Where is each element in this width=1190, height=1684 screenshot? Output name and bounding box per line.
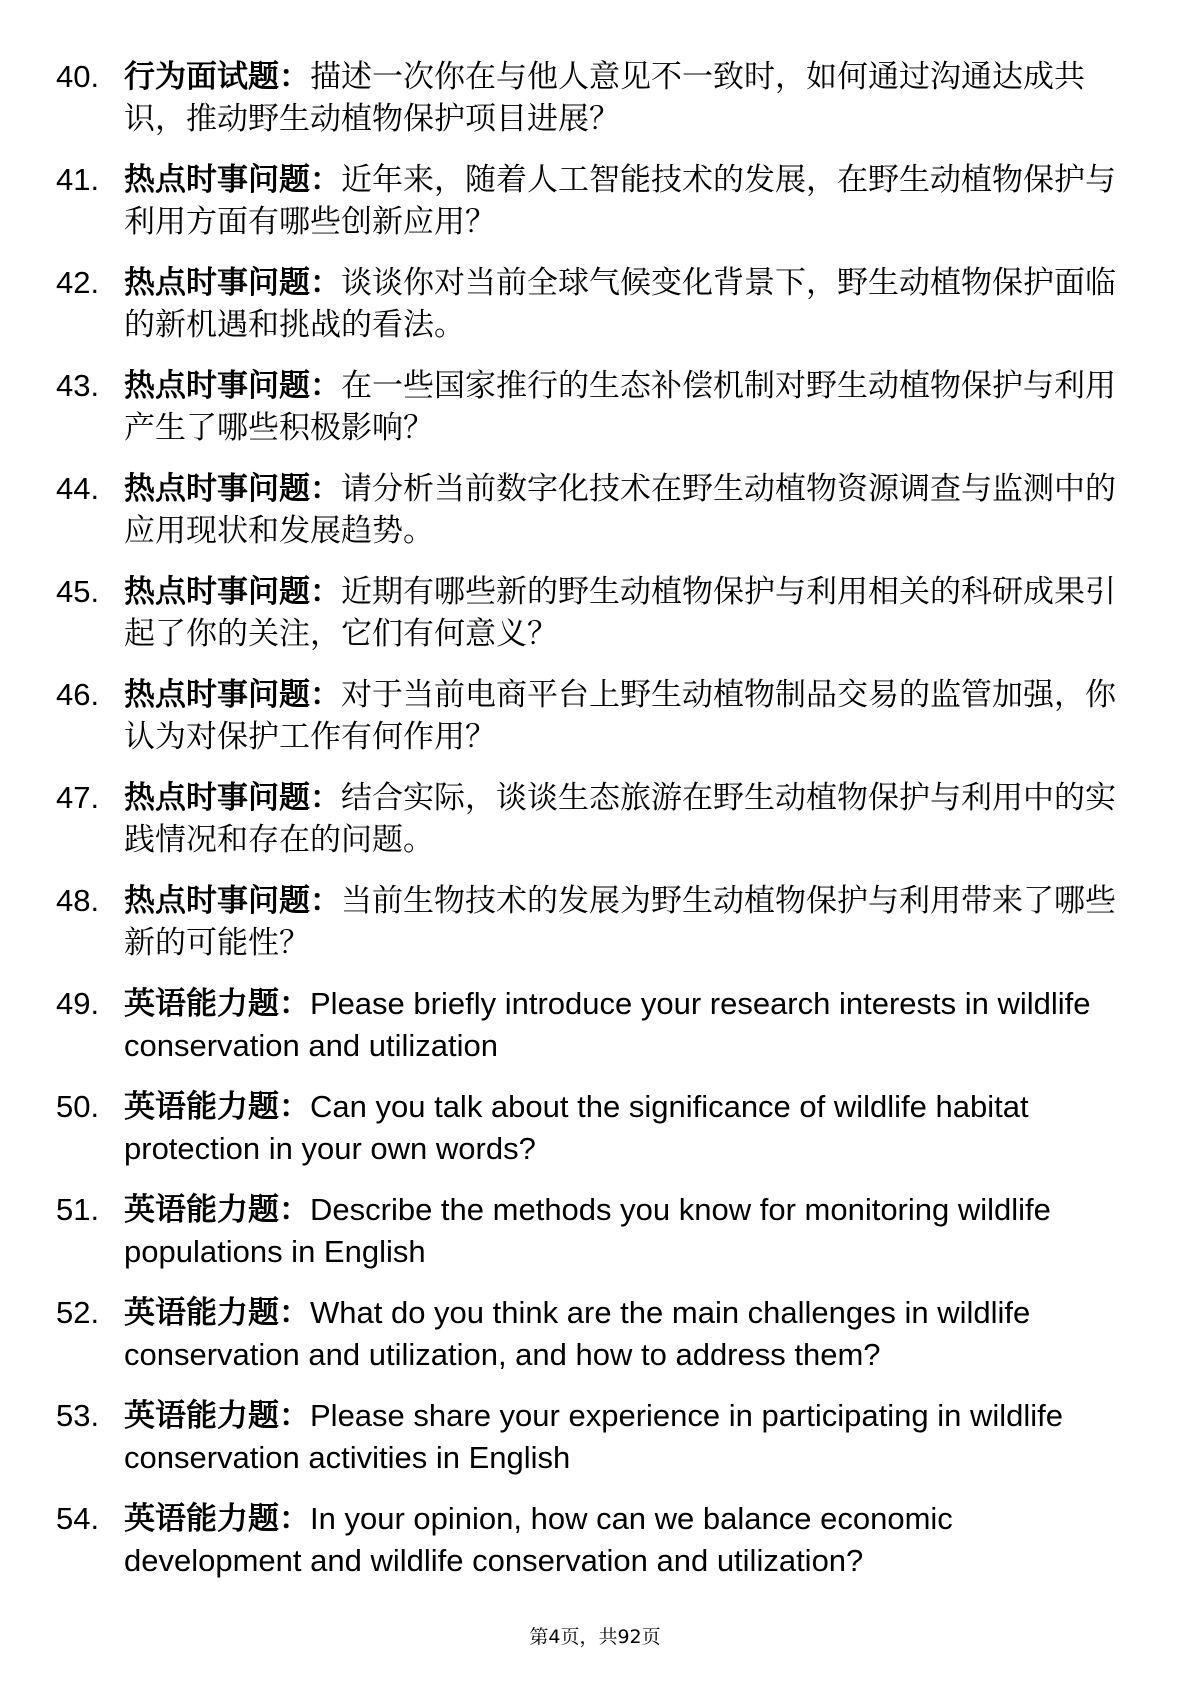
question-item [56,777,1116,861]
question-text: 近年来，随着人工智能技术的发展，在野生动植物保护与利用方面有哪些创新应用？ [124,162,1116,240]
question-category: 热点时事问题： [124,471,341,507]
question-number: 49. [56,986,100,1021]
question-text: 结合实际，谈谈生态旅游在野生动植物保护与利用中的实践情况和存在的问题。 [124,780,1116,858]
question-item [56,1395,1116,1479]
question-text: Please share your experience in participating in wildlife conservation activities in English [124,1398,1064,1475]
page-footer: 第4页，共92页 [529,1626,661,1648]
question-category: 英语能力题： [124,1398,310,1434]
question-number: 43. [56,368,100,403]
question-number: 46. [56,677,100,712]
question-item [56,880,1116,964]
question-number: 42. [56,265,100,300]
question-number: 47. [56,780,100,815]
question-category: 英语能力题： [124,986,310,1022]
question-category: 英语能力题： [124,1501,310,1537]
question-category: 英语能力题： [124,1089,310,1125]
question-item [56,983,1116,1067]
question-number: 44. [56,471,100,506]
question-item [56,1086,1116,1170]
question-item [56,159,1116,243]
question-item [56,56,1116,140]
question-text: 对于当前电商平台上野生动植物制品交易的监管加强，你认为对保护工作有何作用？ [124,677,1116,755]
question-number: 53. [56,1398,100,1433]
question-number: 52. [56,1295,100,1330]
question-category: 热点时事问题： [124,265,341,301]
question-text: 在一些国家推行的生态补偿机制对野生动植物保护与利用产生了哪些积极影响？ [124,368,1116,446]
question-number: 51. [56,1192,100,1227]
question-item [56,674,1116,758]
question-text: 谈谈你对当前全球气候变化背景下，野生动植物保护面临的新机遇和挑战的看法。 [124,265,1116,343]
question-text: 描述一次你在与他人意见不一致时，如何通过沟通达成共识，推动野生动植物保护项目进展？ [124,59,1085,137]
question-text: Describe the methods you know for monitoring wildlife populations in English [124,1192,1051,1269]
question-item [56,468,1116,552]
question-text: What do you think are the main challenges in wildlife conservation and utilization, and how to address them? [124,1295,1031,1372]
question-text: In your opinion, how can we balance economic development and wildlife conservation and utilization? [124,1501,953,1578]
question-text: 请分析当前数字化技术在野生动植物资源调查与监测中的应用现状和发展趋势。 [124,471,1116,549]
question-category: 热点时事问题： [124,368,341,404]
question-category: 英语能力题： [124,1295,310,1331]
question-number: 40. [56,59,100,94]
question-category: 英语能力题： [124,1192,310,1228]
question-item [56,571,1116,655]
question-category: 热点时事问题： [124,162,341,198]
question-number: 48. [56,883,100,918]
question-item [56,1292,1116,1376]
question-category: 热点时事问题： [124,883,341,919]
question-number: 54. [56,1501,100,1536]
question-item [56,262,1116,346]
question-number: 50. [56,1089,100,1124]
question-item [56,365,1116,449]
question-number: 45. [56,574,100,609]
question-text: Please briefly introduce your research interests in wildlife conservation and utilization [124,986,1091,1063]
question-item [56,1189,1116,1273]
question-text: 当前生物技术的发展为野生动植物保护与利用带来了哪些新的可能性？ [124,883,1116,961]
question-category: 行为面试题： [124,59,310,95]
question-number: 41. [56,162,100,197]
question-text: 近期有哪些新的野生动植物保护与利用相关的科研成果引起了你的关注，它们有何意义？ [124,574,1116,652]
question-text: Can you talk about the significance of wildlife habitat protection in your own words? [124,1089,1029,1166]
question-item [56,1498,1116,1582]
question-category: 热点时事问题： [124,677,341,713]
question-category: 热点时事问题： [124,780,341,816]
question-list [56,56,1116,1601]
question-category: 热点时事问题： [124,574,341,610]
